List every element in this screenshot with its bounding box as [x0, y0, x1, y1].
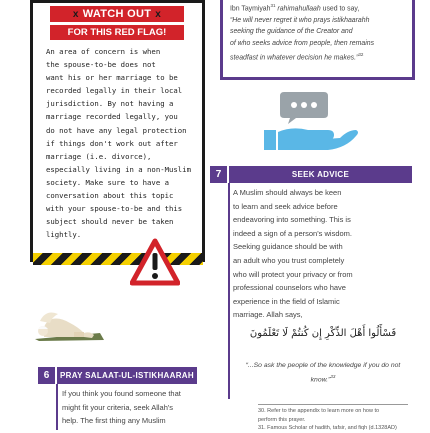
- section-7-line: A Muslim should always be keen: [233, 188, 342, 197]
- warning-line: if things don't work out after: [46, 138, 178, 148]
- warning-line: recorded legally in their local: [46, 86, 183, 96]
- x-mark-left: x: [72, 9, 79, 20]
- ibn-taymiyah-quote: [230, 0, 406, 64]
- section-7-body: [233, 186, 413, 322]
- section-6-rule: [56, 384, 58, 430]
- warning-line: do not have any legal protection: [46, 125, 187, 135]
- watch-out-banner: [50, 6, 184, 22]
- section-7-title: SEEK ADVICE: [229, 166, 412, 183]
- section-7-line: who will protect your privacy or from: [233, 269, 353, 279]
- warning-line: want his or her marriage to be: [46, 73, 178, 83]
- quote-honorific: rahimahullaah: [277, 5, 321, 13]
- x-mark-right: x: [155, 9, 162, 20]
- quote-said: used to say,: [322, 5, 360, 13]
- quote-line: of who seeks advice from people, then remains: [230, 39, 375, 47]
- quote-footnote: 32: [358, 51, 364, 57]
- warning-line: especially living in a non-Muslim: [46, 164, 191, 174]
- section-6-body: [62, 387, 222, 428]
- section-7-line: marriage. Allah says,: [233, 310, 303, 320]
- quote-line: steadfast in whatever decision he makes.”: [230, 54, 359, 62]
- red-flag-banner: FOR THIS RED FLAG!: [50, 25, 184, 40]
- warning-line: marriage (i.e. divorce),: [46, 151, 152, 161]
- section-7-line: Seeking guidance should be with: [233, 242, 343, 252]
- footnotes: [258, 407, 418, 433]
- warning-line: subject should never be taken: [46, 217, 174, 227]
- warning-line: the spouse-to-be does not: [46, 60, 156, 70]
- verse-translation-text: “...So ask the people of the knowledge if you do not know.”: [245, 362, 401, 384]
- arabic-verse: فَسْأَلُوا أَهْلَ الذِّكْرِ إِن كُنتُمْ لَا تَعْلَمُونَ: [249, 328, 397, 339]
- warning-text: [46, 45, 196, 241]
- warning-line: jurisdiction. By not having a: [46, 99, 174, 109]
- warning-line: society. Make sure to have a: [46, 177, 170, 187]
- warning-line: An area of concern is when: [46, 47, 161, 56]
- section-7-line: experience in the field of Islamic: [233, 296, 340, 306]
- section-6-line: If you think you found someone that: [62, 389, 181, 398]
- quote-intro-line: [230, 0, 406, 15]
- quote-speaker-footnote: 31: [270, 3, 276, 8]
- hand-speech-bubble-icon: [262, 90, 362, 152]
- verse-translation: [233, 360, 413, 385]
- section-7-number: 7: [210, 166, 227, 183]
- quote-line: “He will never regret it who prays istikhaarahh: [230, 16, 370, 24]
- quote-speaker: Ibn Taymiyah: [230, 5, 271, 13]
- verse-footnote: 33: [330, 374, 336, 379]
- section-7-line: endeavoring into something. This is: [233, 215, 351, 225]
- section-6-line: might fit your criteria, seek Allah's: [62, 402, 174, 412]
- warning-line: marriage recorded legally, you: [46, 112, 178, 122]
- watch-out-label: WATCH OUT: [82, 8, 152, 20]
- warning-line: lightly.: [46, 230, 82, 240]
- section-7-line: to learn and seek advice before: [233, 201, 338, 211]
- section-7-line: indeed a sign of a person's wisdom.: [233, 228, 353, 238]
- warning-line: with your spouse-to-be and this: [46, 204, 183, 214]
- footnote-divider: [258, 404, 408, 405]
- quote-line: seeking the guidance of the Creator and: [230, 28, 353, 36]
- section-6-line: help. The first thing any Muslim: [62, 416, 166, 426]
- footnote-line: 30. Refer to the appendix to learn more on how to: [258, 408, 380, 414]
- section-7-rule: [228, 183, 230, 399]
- section-6-title: PRAY SALAAT-UL-ISTIKHAARAH: [57, 367, 197, 384]
- praying-person-illustration: [30, 287, 105, 342]
- section-6-number: 6: [38, 367, 55, 384]
- warning-line: conversation about this topic: [46, 191, 174, 201]
- footnote-line: perform this prayer.: [258, 416, 306, 423]
- footnote-line: 31. Famous Scholar of hadith, tafsir, and fiqh (d.1328AD): [258, 425, 397, 431]
- warning-triangle-icon: [130, 238, 180, 286]
- section-7-line: an adult who you trust completely: [233, 255, 345, 265]
- section-7-line: professional counselors who have: [233, 283, 346, 293]
